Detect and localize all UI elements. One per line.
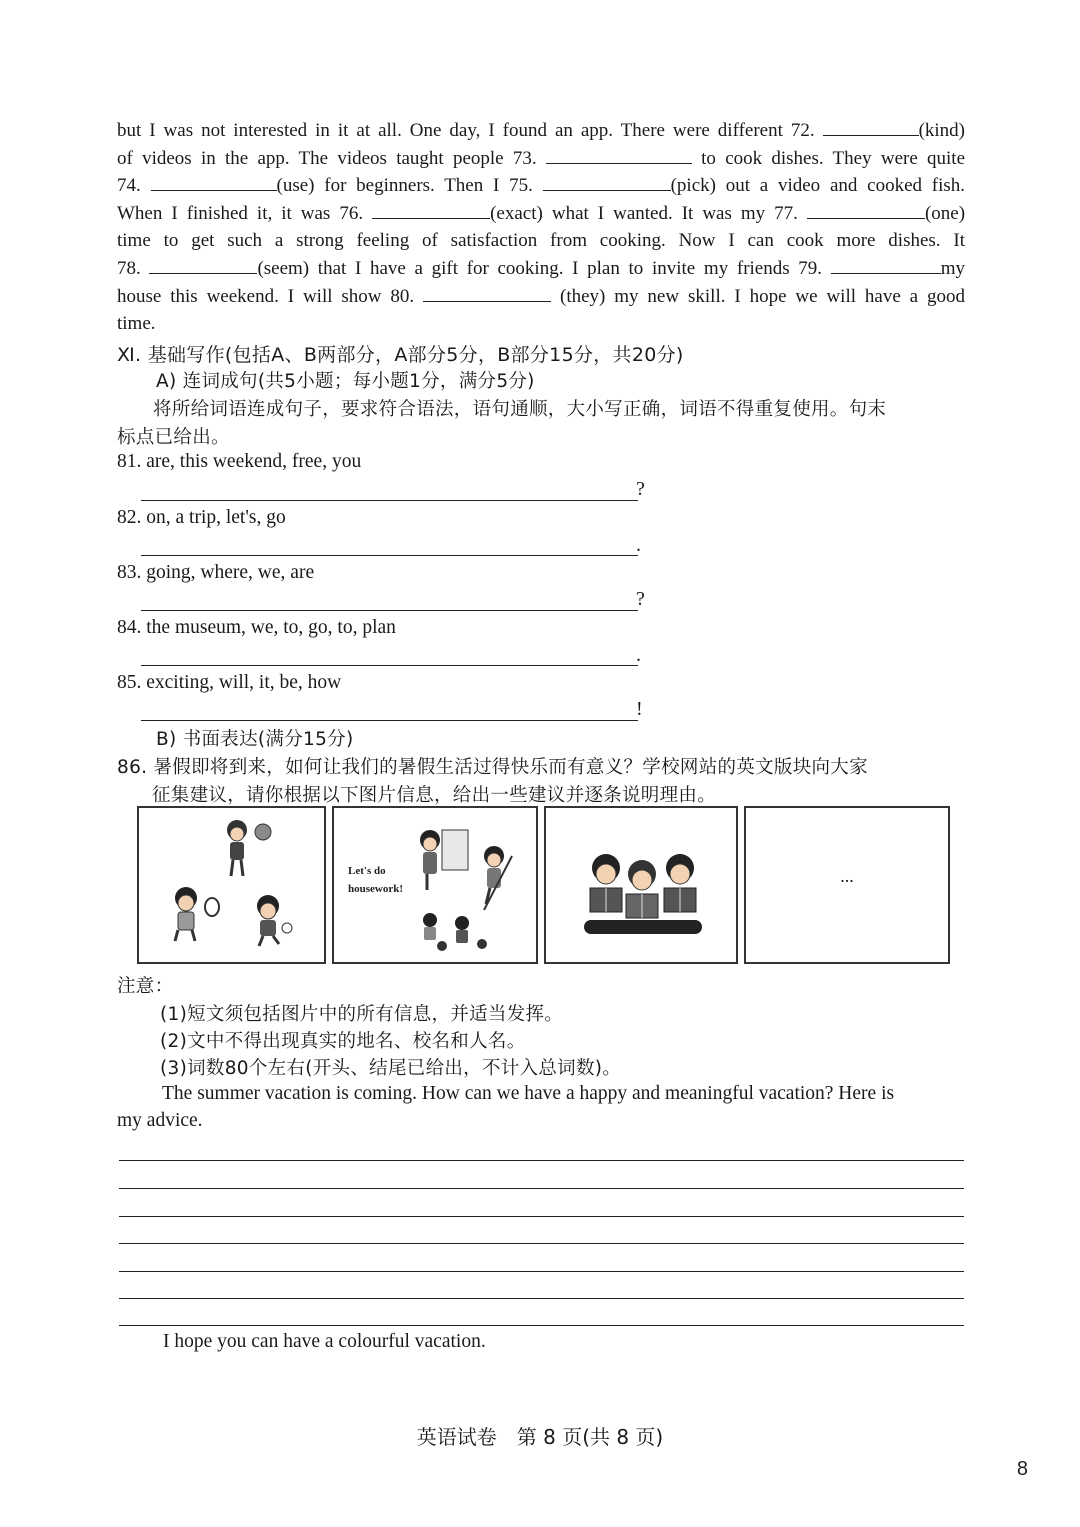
reading-kid-left <box>590 854 622 912</box>
bench-icon <box>584 920 702 934</box>
passage-line-6: 78. (seem) that I have a gift for cooking. I plan to invite my friends 79. my <box>117 255 965 283</box>
note-3: (3)词数80个左右(开头、结尾已给出，不计入总词数)。 <box>160 1058 622 1079</box>
answer-line-82[interactable] <box>141 555 638 556</box>
picture-reading <box>544 806 738 964</box>
small-kids-helping <box>423 913 487 951</box>
page-number: 8 <box>1016 1458 1028 1480</box>
writing-line-3[interactable] <box>119 1216 964 1217</box>
page-footer: 英语试卷 第 8 页(共 8 页) <box>416 1425 664 1449</box>
blank-79[interactable] <box>831 255 941 274</box>
note-title: 注意： <box>117 976 174 997</box>
window-cleaning-kid <box>420 830 468 890</box>
cloze-passage <box>117 117 965 338</box>
end-mark-83: ? <box>636 588 645 610</box>
answer-line-83[interactable] <box>141 610 638 611</box>
passage-line-5: time to get such a strong feeling of satisfaction from cooking. Now I can cook more dishes. It <box>117 230 965 252</box>
blank-80[interactable] <box>423 283 551 302</box>
tennis-kid <box>175 887 219 941</box>
passage-line-8: time. <box>117 313 156 335</box>
passage-line-7: house this weekend. I will show 80. (they) my new skill. I hope we will have a good <box>117 283 965 311</box>
instruction-line-1: 将所给词语连成句子，要求符合语法，语句通顺，大小写正确，词语不得重复使用。句末 <box>153 399 887 420</box>
writing-line-2[interactable] <box>119 1188 964 1189</box>
part-b-title: B) 书面表达(满分15分) <box>156 729 354 750</box>
reading-kid-right <box>664 854 696 912</box>
ellipsis-text: ... <box>840 866 854 886</box>
housework-caption-line-1: Let's do <box>348 865 386 877</box>
blank-73[interactable] <box>546 145 692 164</box>
kids-doing-housework-illustration <box>334 808 536 962</box>
instruction-line-2: 标点已给出。 <box>117 427 230 448</box>
blank-78[interactable] <box>149 255 257 274</box>
question-86-line-1: 86. 暑假即将到来，如何让我们的暑假生活过得快乐而有意义？学校网站的英文版块向大家 <box>117 757 868 778</box>
passage-line-3: 74. (use) for beginners. Then I 75. (pick) out a video and cooked fish. <box>117 172 965 200</box>
passage-line-1: but I was not interested in it at all. One day, I found an app. There were different 72. (kind) <box>117 117 965 145</box>
blank-75[interactable] <box>543 172 671 191</box>
part-a-title: A) 连词成句(共5小题；每小题1分，满分5分) <box>156 371 535 392</box>
passage-line-4: When I finished it, it was 76. (exact) what I wanted. It was my 77. (one) <box>117 200 965 228</box>
writing-line-7[interactable] <box>119 1325 964 1326</box>
essay-closing: I hope you can have a colourful vacation. <box>163 1331 486 1352</box>
reading-kid-middle <box>626 860 658 918</box>
essay-opening-line-2: my advice. <box>117 1110 203 1131</box>
answer-line-84[interactable] <box>141 665 638 666</box>
blank-76[interactable] <box>372 200 490 219</box>
question-86-line-2: 征集建议，请你根据以下图片信息，给出一些建议并逐条说明理由。 <box>152 785 717 806</box>
end-mark-84: . <box>636 644 641 666</box>
end-mark-85: ! <box>636 698 643 720</box>
writing-line-5[interactable] <box>119 1271 964 1272</box>
kids-playing-sports-illustration <box>139 808 324 962</box>
picture-sports <box>137 806 326 964</box>
picture-ellipsis <box>744 806 950 964</box>
answer-line-85[interactable] <box>141 720 638 721</box>
picture-housework <box>332 806 538 964</box>
basketball-kid <box>227 820 271 876</box>
kids-reading-books-illustration <box>546 808 736 962</box>
question-83: 83. going, where, we, are <box>117 562 315 583</box>
blank-77[interactable] <box>807 200 925 219</box>
writing-line-1[interactable] <box>119 1160 964 1161</box>
answer-line-81[interactable] <box>141 500 638 501</box>
question-82: 82. on, a trip, let's, go <box>117 507 286 528</box>
note-2: (2)文中不得出现真实的地名、校名和人名。 <box>160 1031 526 1052</box>
essay-opening-line-1: The summer vacation is coming. How can we have a happy and meaningful vacation? Here is <box>162 1083 895 1104</box>
writing-line-6[interactable] <box>119 1298 964 1299</box>
writing-line-4[interactable] <box>119 1243 964 1244</box>
football-kid <box>257 895 292 946</box>
question-81: 81. are, this weekend, free, you <box>117 451 362 472</box>
note-1: (1)短文须包括图片中的所有信息，并适当发挥。 <box>160 1004 564 1025</box>
question-84: 84. the museum, we, to, go, to, plan <box>117 617 396 638</box>
section-title: Ⅺ. 基础写作(包括A、B两部分，A部分5分，B部分15分，共20分) <box>117 344 684 366</box>
passage-line-2: of videos in the app. The videos taught people 73. to cook dishes. They were quite <box>117 145 965 173</box>
sweeping-kid <box>484 846 512 910</box>
end-mark-81: ? <box>636 478 645 500</box>
blank-72[interactable] <box>823 117 919 136</box>
end-mark-82: . <box>636 534 641 556</box>
question-85: 85. exciting, will, it, be, how <box>117 672 342 693</box>
housework-caption-line-2: housework! <box>348 883 404 895</box>
blank-74[interactable] <box>151 172 277 191</box>
